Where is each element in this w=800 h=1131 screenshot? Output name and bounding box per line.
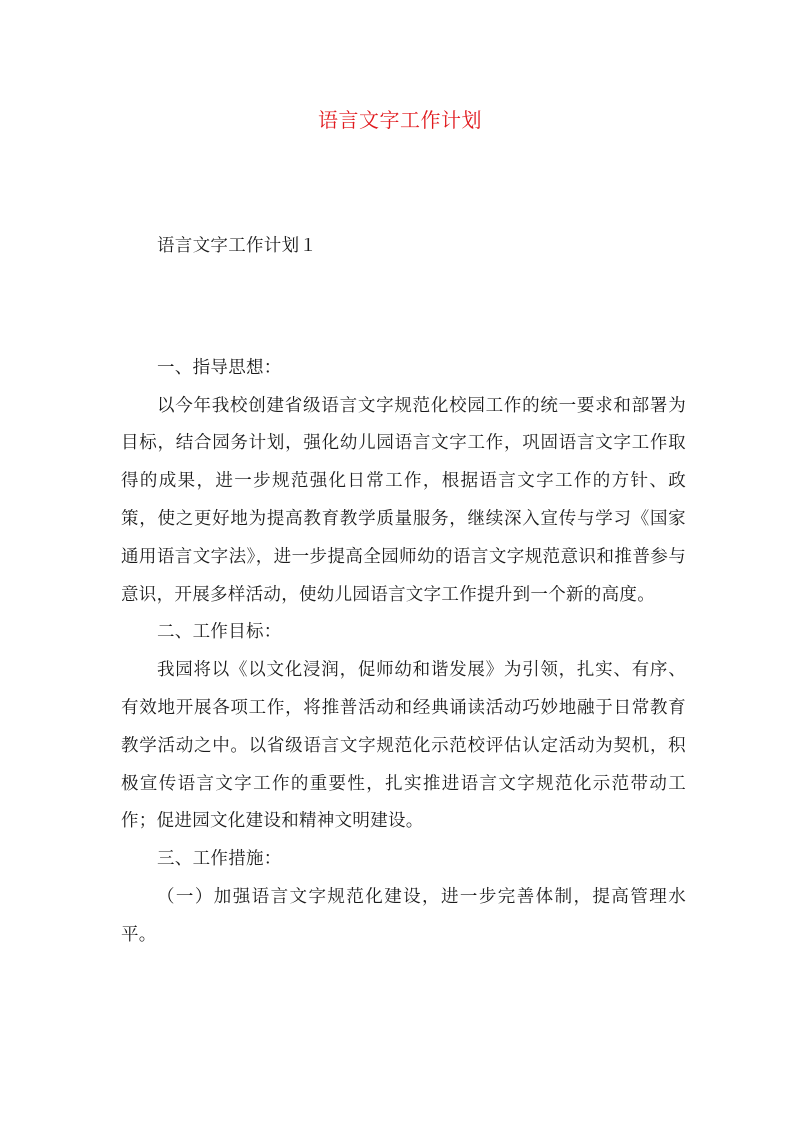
section-paragraph-measure-1: （一）加强语言文字规范化建设，进一步完善体制，提高管理水平。 — [121, 886, 686, 945]
section-heading-guiding-ideology: 一、指导思想： — [157, 357, 282, 378]
section-heading-work-goals: 二、工作目标： — [157, 622, 282, 643]
document-title: 语言文字工作计划 — [318, 108, 482, 132]
document-subtitle: 语言文字工作计划１ — [157, 236, 318, 256]
blank-line — [121, 308, 686, 350]
section-paragraph-work-goals: 我园将以《以文化浸润，促师幼和谐发展》为引领，扎实、有序、有效地开展各项工作，将推普活动和经典诵读活动巧妙地融于日常教育教学活动之中。以省级语言文字规范化示范校评估认定活动为契机，积极宣传语言文字工作的重要性，扎实推进语言文字规范化示范带动工作；促进园文化建设和精神文明建设。 — [121, 660, 686, 832]
section-heading-work-measures: 三、工作措施： — [157, 849, 282, 870]
section-paragraph-guiding-ideology: 以今年我校创建省级语言文字规范化校园工作的统一要求和部署为目标，结合园务计划，强化幼儿园语言文字工作，巩固语言文字工作取得的成果，进一步规范强化日常工作，根据语言文字工作的方针、政策，使之更好地为提高教育教学质量服务，继续深入宣传与学习《国家通用语言文字法》，进一步提高全园师幼的语言文字规范意识和推普参与意识，开展多样活动，使幼儿园语言文字工作提升到一个新的高度。 — [121, 395, 686, 605]
document-body — [121, 228, 686, 955]
